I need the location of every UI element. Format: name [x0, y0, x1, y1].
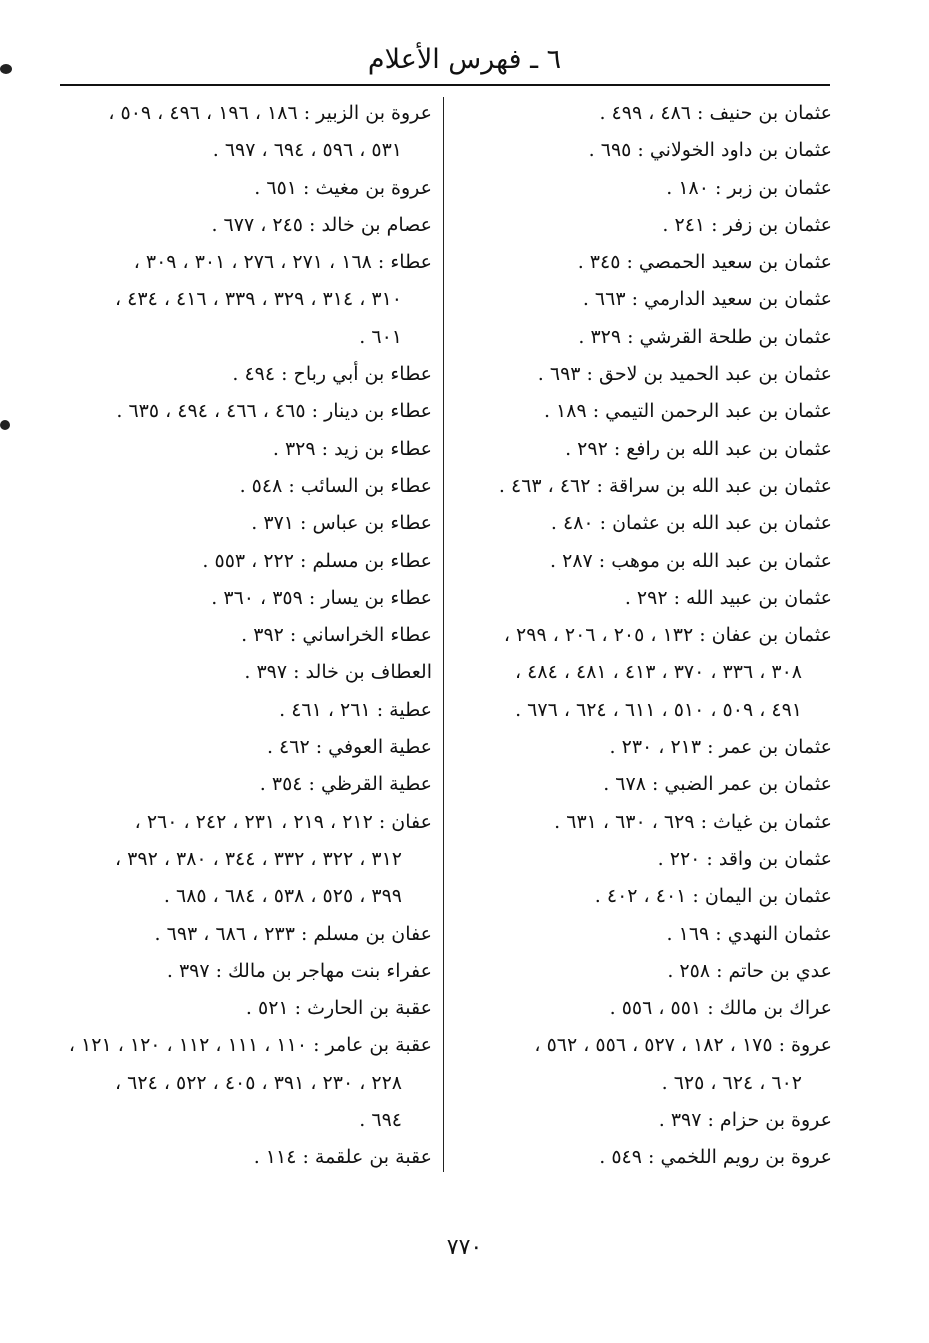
- index-entry: عطية القرظي : ٣٥٤ .: [259, 773, 432, 796]
- index-entry: عثمان بن واقد : ٢٢٠ .: [657, 847, 832, 870]
- index-entry-continuation: ٦٠٢ ، ٦٢٤ ، ٦٢٥ .: [661, 1071, 802, 1094]
- index-entry: عقبة بن علقمة : ١١٤ .: [253, 1146, 432, 1169]
- index-entry: عثمان بن زفر : ٢٤١ .: [662, 213, 832, 236]
- index-entry: عثمان بن عبد الرحمن التيمي : ١٨٩ .: [543, 400, 832, 423]
- page-number: ٧٧٠: [446, 1235, 483, 1260]
- index-entry: عثمان بن اليمان : ٤٠١ ، ٤٠٢ .: [594, 885, 832, 908]
- index-entry: عروة بن رويم اللخمي : ٥٤٩ .: [599, 1146, 832, 1169]
- index-entry: عقبة بن الحارث : ٥٢١ .: [245, 997, 432, 1020]
- index-entry: عثمان بن غياث : ٦٢٩ ، ٦٣٠ ، ٦٣١ .: [554, 810, 832, 833]
- index-entry: عثمان النهدي : ١٦٩ .: [666, 922, 832, 945]
- index-entry-continuation: ٢٢٨ ، ٢٣٠ ، ٣٩١ ، ٤٠٥ ، ٥٢٢ ، ٦٢٤ ،: [114, 1071, 402, 1094]
- index-entry: عثمان بن سعيد الدارمي : ٦٦٣ .: [582, 288, 832, 311]
- index-entry: عثمان بن عفان : ١٣٢ ، ٢٠٥ ، ٢٠٦ ، ٢٩٩ ،: [503, 624, 832, 647]
- index-entry: عفان بن مسلم : ٢٣٣ ، ٦٨٦ ، ٦٩٣ .: [154, 922, 432, 945]
- index-entry: عدي بن حاتم : ٢٥٨ .: [667, 959, 832, 982]
- index-entry: عروة : ١٧٥ ، ١٨٢ ، ٥٢٧ ، ٥٥٦ ، ٥٦٢ ،: [534, 1034, 832, 1057]
- index-entry: عثمان بن عبد الله بن رافع : ٢٩٢ .: [565, 437, 832, 460]
- index-entry-continuation: ٦٠١ .: [359, 325, 402, 348]
- index-entry-continuation: ٣٠٨ ، ٣٣٦ ، ٣٧٠ ، ٤١٣ ، ٤٨١ ، ٤٨٤ ،: [514, 661, 802, 684]
- column-divider: [443, 97, 444, 1172]
- index-entry: عثمان بن عبد الله بن عثمان : ٤٨٠ .: [550, 512, 832, 535]
- index-entry-continuation: ٥٣١ ، ٥٩٦ ، ٦٩٤ ، ٦٩٧ .: [212, 139, 402, 162]
- index-entry: عروة بن مغيث : ٦٥١ .: [254, 176, 432, 199]
- index-entry: عقبة بن عامر : ١١٠ ، ١١١ ، ١١٢ ، ١٢٠ ، ١٢١ ،: [68, 1034, 432, 1057]
- index-entry-continuation: ٣١٢ ، ٣٢٢ ، ٣٣٢ ، ٣٤٤ ، ٣٨٠ ، ٣٩٢ ،: [114, 847, 402, 870]
- index-entry: عصام بن خالد : ٢٤٥ ، ٦٧٧ .: [211, 213, 432, 236]
- index-entry: عثمان بن حنيف : ٤٨٦ ، ٤٩٩ .: [599, 102, 832, 124]
- index-entry-continuation: ٣١٠ ، ٣١٤ ، ٣٢٩ ، ٣٣٩ ، ٤١٦ ، ٤٣٤ ،: [114, 288, 402, 311]
- index-entry: العطاف بن خالد : ٣٩٧ .: [244, 661, 432, 684]
- index-entry: عثمان بن طلحة القرشي : ٣٢٩ .: [578, 325, 832, 348]
- index-entry: عطاء بن دينار : ٤٦٥ ، ٤٦٦ ، ٤٩٤ ، ٦٣٥ .: [116, 400, 432, 423]
- index-entry: عثمان بن عبد الله بن سراقة : ٤٦٢ ، ٤٦٣ .: [498, 474, 832, 497]
- index-entry: عثمان بن زبر : ١٨٠ .: [666, 176, 832, 199]
- index-entry: عروة بن حزام : ٣٩٧ .: [658, 1109, 832, 1132]
- index-entry-continuation: ٦٩٤ .: [359, 1109, 402, 1132]
- binding-mark: [0, 420, 10, 430]
- index-entry: عفراء بنت مهاجر بن مالك : ٣٩٧ .: [166, 959, 432, 982]
- binding-mark: [0, 64, 12, 74]
- index-entry: عثمان بن عبيد الله : ٢٩٢ .: [624, 586, 832, 609]
- index-entry: عطية العوفي : ٤٦٢ .: [266, 736, 432, 759]
- index-entry-continuation: ٣٩٩ ، ٥٢٥ ، ٥٣٨ ، ٦٨٤ ، ٦٨٥ .: [163, 885, 402, 908]
- index-entry: عراك بن مالك : ٥٥١ ، ٥٥٦ .: [609, 997, 832, 1020]
- index-entry: عطاء : ١٦٨ ، ٢٧١ ، ٢٧٦ ، ٣٠١ ، ٣٠٩ ،: [133, 251, 432, 274]
- index-entry: عطاء بن مسلم : ٢٢٢ ، ٥٥٣ .: [202, 549, 432, 572]
- index-entry: عطاء بن السائب : ٥٤٨ .: [239, 474, 432, 497]
- index-entry: عطية : ٢٦١ ، ٤٦١ .: [279, 698, 432, 721]
- page-header: ٦ ـ فهرس الأعلام: [367, 44, 562, 75]
- index-entry: عروة بن الزبير : ١٨٦ ، ١٩٦ ، ٤٩٦ ، ٥٠٩ ،: [108, 102, 432, 124]
- index-entry: عطاء بن عباس : ٣٧١ .: [251, 512, 432, 535]
- index-entry: عثمان بن عبد الحميد بن لاحق : ٦٩٣ .: [537, 363, 832, 386]
- index-column-right: [458, 95, 832, 1177]
- index-entry-continuation: ٤٩١ ، ٥٠٩ ، ٥١٠ ، ٦١١ ، ٦٢٤ ، ٦٧٦ .: [515, 698, 802, 721]
- index-entry: عثمان بن سعيد الحمصي : ٣٤٥ .: [577, 251, 832, 274]
- index-entry: عطاء بن زيد : ٣٢٩ .: [272, 437, 432, 460]
- index-entry: عثمان بن داود الخولاني : ٦٩٥ .: [588, 139, 832, 162]
- index-column-left: [50, 95, 432, 1177]
- index-entry: عطاء بن أبي رباح : ٤٩٤ .: [232, 363, 432, 386]
- index-entry: عطاء بن يسار : ٣٥٩ ، ٣٦٠ .: [211, 586, 432, 609]
- index-entry: عطاء الخراساني : ٣٩٢ .: [241, 624, 432, 647]
- header-rule: [60, 84, 830, 86]
- index-entry: عثمان بن عمر : ٢١٣ ، ٢٣٠ .: [609, 736, 832, 759]
- index-entry: عثمان بن عبد الله بن موهب : ٢٨٧ .: [550, 549, 832, 572]
- index-entry: عثمان بن عمر الضبي : ٦٧٨ .: [603, 773, 832, 796]
- index-entry: عفان : ٢١٢ ، ٢١٩ ، ٢٣١ ، ٢٤٢ ، ٢٦٠ ،: [134, 810, 432, 833]
